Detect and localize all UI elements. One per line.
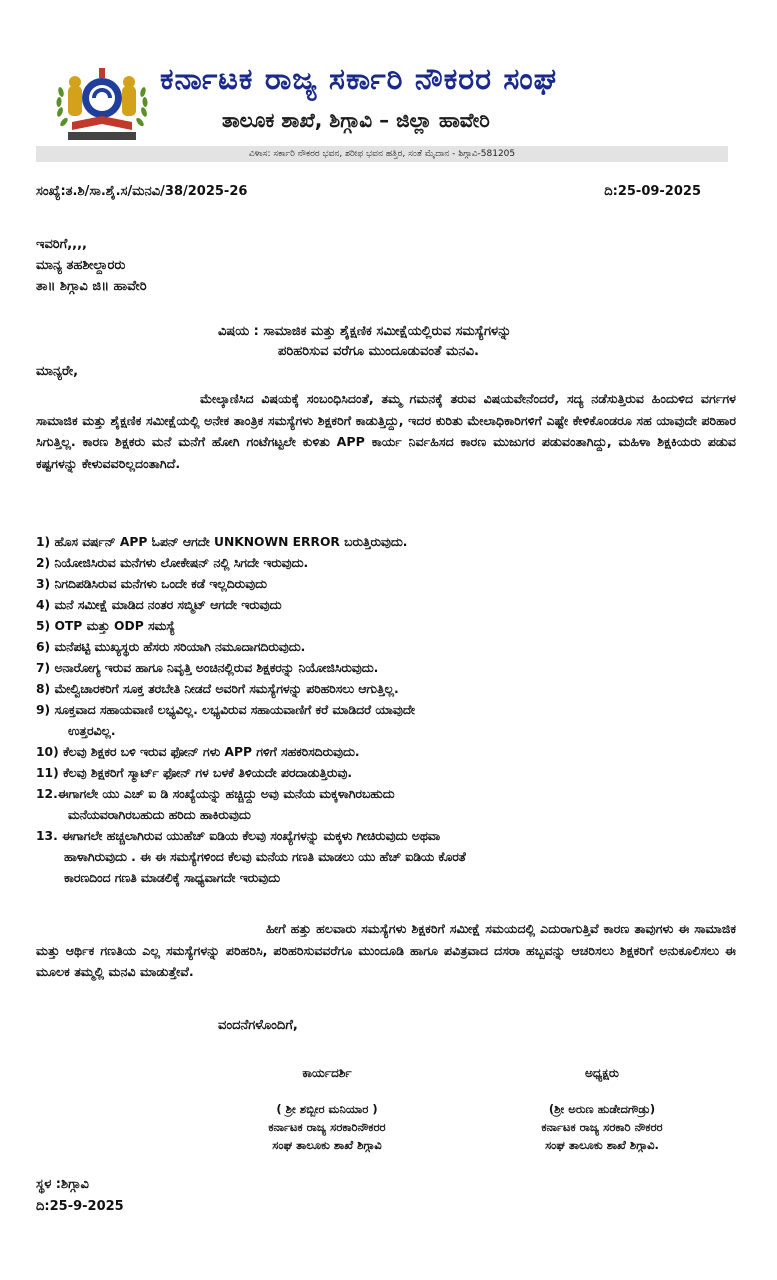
reference-number: ಸಂಖ್ಯೆ:ತ.ಶಿ/ಸಾ.ಶೈ.ಸ/ಮನವಿ/38/2025-26 (36, 184, 248, 199)
recipient-line: ಇವರಿಗೆ,,,, (36, 237, 87, 252)
issues-list (36, 532, 746, 889)
signatory-org: ಸಂಘ ತಾಲೂಕು ಶಾಖೆ ಶಿಗ್ಗಾವಿ (272, 1138, 382, 1152)
place: ಸ್ಥಳ :ಶಿಗ್ಗಾವಿ (36, 1177, 89, 1192)
emblem-icon (48, 64, 156, 144)
list-item: 12.ಈಗಾಗಲೇ ಯು ಎಚ್ ಐ ಡಿ ಸಂಖ್ಯೆಯನ್ನು ಹಚ್ಚಿದ್ದು ಅವು ಮನೆಯ ಮಕ್ಕಳಾಗಿರಬಹುದು (36, 787, 395, 801)
signature-president (488, 1064, 716, 1154)
signature-secretary (222, 1064, 432, 1154)
list-item: 11) ಕೆಲವು ಶಿಕ್ಷಕರಿಗೆ ಸ್ಮಾರ್ಟ್ ಫೋನ್ ಗಳ ಬಳಕೆ ತಿಳಿಯದೇ ಪರದಾಡುತ್ತಿರುವು. (36, 766, 353, 780)
list-item-continuation: ಮನೆಯವರಾಗಿರಬಹುದು ಹರಿದು ಹಾಕಿರುವುದು (68, 808, 251, 822)
place-date-block (36, 1174, 124, 1218)
list-item-continuation: ಕಾರಣದಿಂದ ಗಣತಿ ಮಾಡಲಿಕ್ಕೆ ಸಾಧ್ಯವಾಗದೇ ಇರುವುದು (64, 871, 281, 885)
list-item: 4) ಮನೆ ಸಮೀಕ್ಷೆ ಮಾಡಿದ ನಂತರ ಸಬ್ಮಿಟ್ ಆಗದೇ ಇರುವುದು (36, 598, 282, 612)
list-item: 9) ಸೂಕ್ತವಾದ ಸಹಾಯವಾಣಿ ಲಭ್ಯವಿಲ್ಲ. ಲಭ್ಯವಿರುವ ಸಹಾಯವಾಣಿಗೆ ಕರೆ ಮಾಡಿದರೆ ಯಾವುದೇ (36, 703, 415, 717)
subject-line: ವಿಷಯ : ಸಾಮಾಜಿಕ ಮತ್ತು ಶೈಕ್ಷಣಿಕ ಸಮೀಕ್ಷೆಯಲ್ಲಿರುವ ಸಮಸ್ಯೆಗಳನ್ನು (218, 324, 512, 339)
recipient-line: ಮಾನ್ಯ ತಹಶೀಲ್ದಾರರು (36, 258, 126, 273)
signatory-name: (ಶ್ರೀ ಅರುಣ ಹುಡೇದಗೌಡ್ರು) (548, 1102, 656, 1116)
list-item: 3) ನಿಗದಿಪಡಿಸಿರುವ ಮನೆಗಳು ಒಂದೇ ಕಡೆ ಇಲ್ಲದಿರುವುದು (36, 577, 267, 591)
recipient-line: ತಾ॥ ಶಿಗ್ಗಾವಿ ಜಿ॥ ಹಾವೇರಿ (36, 279, 147, 294)
signatory-org: ಕರ್ನಾಟಕ ರಾಜ್ಯ ಸರಕಾರಿ ನೌಕರರ (541, 1120, 663, 1134)
subject-block (218, 322, 738, 362)
org-name: ಕರ್ನಾಟಕ ರಾಜ್ಯ ಸರ್ಕಾರಿ ನೌಕರರ ಸಂಘ (160, 62, 558, 97)
org-branch: ತಾಲೂಕ ಶಾಖೆ, ಶಿಗ್ಗಾವಿ – ಜಿಲ್ಲಾ ಹಾವೇರಿ (222, 108, 490, 132)
body-paragraph (36, 918, 736, 983)
closing-line: ವಂದನೆಗಳೊಂದಿಗೆ, (218, 1018, 298, 1033)
paragraph-text: ಹೀಗೆ ಹತ್ತು ಹಲವಾರು ಸಮಸ್ಯೆಗಳು ಶಿಕ್ಷಕರಿಗೆ ಸಮೀಕ್ಷೆ ಸಮಯದಲ್ಲಿ ಎದುರಾಗುತ್ತಿವೆ ಕಾರಣ ತಾವುಗಳು ಈ ಸಾಮಾಜಿಕ ಮತ್ತು ಆರ್ಥಿಕ ಗಣತಿಯ ಎಲ್ಲ ಸಮಸ್ಯೆಗಳನ್ನು ಪರಿಹರಿಸಿ, ಪರಿಹರಿಸುವವರೆಗೂ ಮುಂದೂಡಿ ಹಾಗೂ ಪವಿತ್ರವಾದ ದಸರಾ ಹಬ್ಬವನ್ನು ಆಚರಿಸಲು ಶಿಕ್ಷಕರಿಗೆ ಅನುಕೂಲಿಸಲು ಈ ಮೂಲಕ ತಮ್ಮಲ್ಲಿ ಮನವಿ ಮಾಡುತ್ತೇವೆ. (36, 921, 736, 979)
list-item: 8) ಮೇಲ್ವಿಚಾರಕರಿಗೆ ಸೂಕ್ತ ತರಬೇತಿ ನೀಡದೆ ಅವರಿಗೆ ಸಮಸ್ಯೆಗಳನ್ನು ಪರಿಹರಿಸಲು ಆಗುತ್ತಿಲ್ಲ. (36, 682, 399, 696)
recipient-block (36, 234, 147, 297)
list-item: 13. ಈಗಾಗಲೇ ಹಚ್ಚಲಾಗಿರುವ ಯುಹೆಚ್ ಐಡಿಯ ಕೆಲವು ಸಂಖ್ಯೆಗಳನ್ನು ಮಕ್ಕಳು ಗೀಚಿರುವುದು ಅಥವಾ (36, 829, 441, 843)
letter-date: ದಿ:25-09-2025 (604, 184, 701, 199)
body-paragraph (36, 388, 736, 474)
list-item: 2) ನಿಯೋಜಿಸಿರುವ ಮನೆಗಳು ಲೋಕೇಷನ್ ನಲ್ಲಿ ಸಿಗದೇ ಇರುವುದು. (36, 556, 309, 570)
list-item: 6) ಮನೆಪಟ್ಟಿ ಮುಖ್ಯಸ್ಥರು ಹೆಸರು ಸರಿಯಾಗಿ ನಮೂದಾಗದಿರುವುದು. (36, 640, 306, 654)
address-bar: ವಿಳಾಸ: ಸರ್ಕಾರಿ ನೌಕರರ ಭವನ, ಶರೀಫ ಭವನ ಹತ್ತಿರ, ಸಂತೆ ಮೈದಾನ - ಶಿಗ್ಗಾವಿ-581205 (36, 146, 728, 162)
list-item: 5) OTP ಮತ್ತು ODP ಸಮಸ್ಯೆ (36, 619, 175, 633)
signatory-org: ಕರ್ನಾಟಕ ರಾಜ್ಯ ಸರಕಾರಿನೌಕರರ (268, 1120, 386, 1134)
list-item-continuation: ಉತ್ತರವಿಲ್ಲ. (68, 724, 116, 738)
list-item-continuation: ಹಾಳಾಗಿರುವುದು . ಈ ಈ ಸಮಸ್ಯೆಗಳಿಂದ ಕೆಲವು ಮನೆಯ ಗಣತಿ ಮಾಡಲು ಯು ಹೆಚ್ ಐಡಿಯ ಕೊರತೆ (64, 850, 466, 864)
signatory-org: ಸಂಘ ತಾಲೂಕು ಶಾಖೆ ಶಿಗ್ಗಾವಿ. (545, 1138, 659, 1152)
list-item: 1) ಹೊಸ ವರ್ಷನ್ APP ಓಪನ್ ಆಗದೇ UNKNOWN ERROR ಬರುತ್ತಿರುವುದು. (36, 535, 408, 549)
salutation: ಮಾನ್ಯರೇ, (36, 364, 79, 379)
signatory-name: ( ಶ್ರೀ ಶಬ್ಬೀರ ಮನಿಯಾರ ) (276, 1102, 378, 1116)
signatory-title: ಕಾರ್ಯದರ್ಶಿ (302, 1066, 352, 1080)
paragraph-text: ಮೇಲ್ಕಾಣಿಸಿದ ವಿಷಯಕ್ಕೆ ಸಂಬಂಧಿಸಿದಂತೆ, ತಮ್ಮ ಗಮನಕ್ಕೆ ತರುವ ವಿಷಯವೇನೆಂದರೆ, ಸದ್ಯ ನಡೆಸುತ್ತಿರುವ ಹಿಂದುಳಿದ ವರ್ಗಗಳ ಸಾಮಾಜಿಕ ಮತ್ತು ಶೈಕ್ಷಣಿಕ ಸಮೀಕ್ಷೆಯಲ್ಲಿ ಅನೇಕ ತಾಂತ್ರಿಕ ಸಮಸ್ಯೆಗಳು ಶಿಕ್ಷಕರಿಗೆ ಕಾಡುತ್ತಿದ್ದು, ಇದರ ಕುರಿತು ಮೇಲಾಧಿಕಾರಿಗಳಿಗೆ ಎಷ್ಟೇ ಕೇಳಿಕೊಂಡರೂ ಸಹ ಯಾವುದೇ ಪರಿಹಾರ ಸಿಗುತ್ತಿಲ್ಲ. ಕಾರಣ ಶಿಕ್ಷಕರು ಮನೆ ಮನೆಗೆ ಹೋಗಿ ಗಂಟೆಗಟ್ಟಲೇ ಕುಳಿತು APP ಕಾರ್ಯ ನಿರ್ವಹಿಸದ ಕಾರಣ ಮುಜುಗರ ಪಡುವಂತಾಗಿದ್ದು, ಮಹಿಳಾ ಶಿಕ್ಷಕಿಯರು ಪಡುವ ಕಷ್ಟಗಳನ್ನು ಕೇಳುವವರಿಲ್ಲದಂತಾಗಿದೆ. (36, 391, 736, 471)
place-date: ದಿ:25-9-2025 (36, 1199, 124, 1214)
signatory-title: ಅಧ್ಯಕ್ಷರು (585, 1066, 619, 1080)
subject-line: ಪರಿಹರಿಸುವ ವರೆಗೂ ಮುಂದೂಡುವಂತೆ ಮನವಿ. (278, 344, 479, 359)
list-item: 10) ಕೆಲವು ಶಿಕ್ಷಕರ ಬಳಿ ಇರುವ ಫೋನ್ ಗಳು APP ಗಳಿಗೆ ಸಹಕರಿಸದಿರುವುದು. (36, 745, 360, 759)
list-item: 7) ಅನಾರೋಗ್ಯ ಇರುವ ಹಾಗೂ ನಿವೃತ್ತಿ ಅಂಚಿನಲ್ಲಿರುವ ಶಿಕ್ಷಕರನ್ನು ನಿಯೋಜಿಸಿರುವುದು. (36, 661, 379, 675)
